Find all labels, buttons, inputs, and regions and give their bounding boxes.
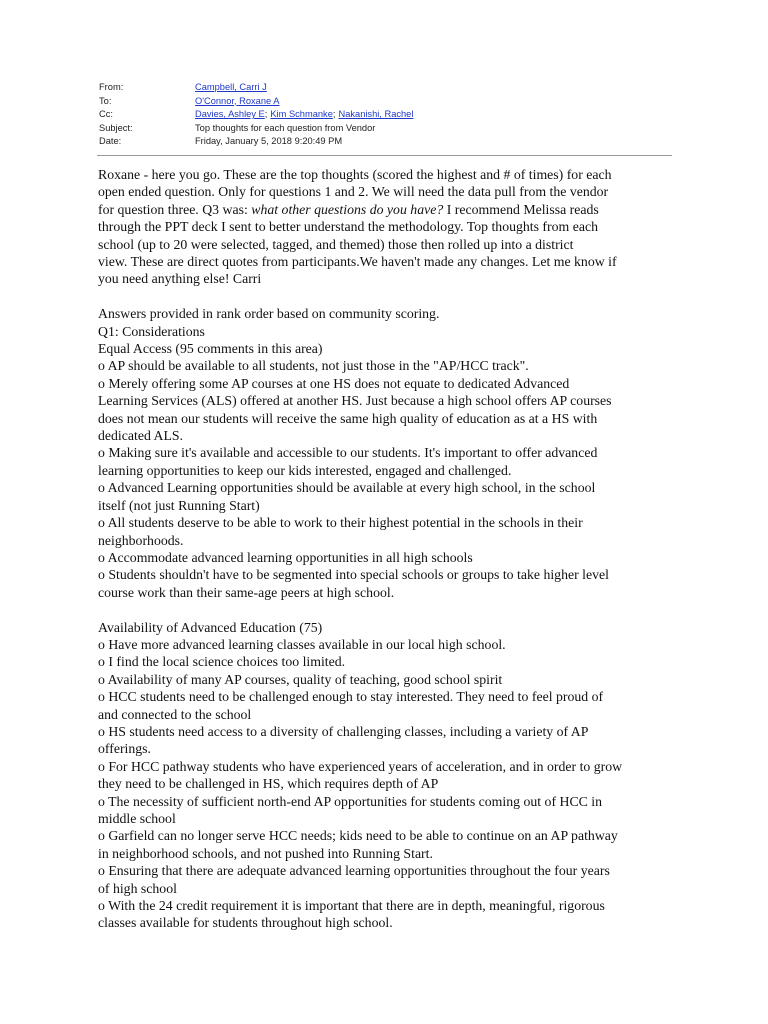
email-body <box>98 166 678 932</box>
body-line: through the PPT deck I sent to better understand the methodology. Top thoughts from each <box>98 219 598 235</box>
date-row <box>99 135 413 149</box>
body-line: neighborhoods. <box>98 532 184 548</box>
section-availability <box>98 619 678 932</box>
cc-label: Cc: <box>99 109 113 120</box>
from-row <box>99 81 413 95</box>
body-line: Roxane - here you go. These are the top thoughts (scored the highest and # of times) for each <box>98 167 612 182</box>
body-line: o Accommodate advanced learning opportunities in all high schools <box>98 549 473 565</box>
body-line: you need anything else! Carri <box>98 271 262 287</box>
cc-separator: ; <box>264 109 268 120</box>
body-line: middle school <box>98 811 176 826</box>
body-line: and connected to the school <box>98 706 252 722</box>
body-line: offerings. <box>98 741 152 757</box>
cc-recipient-link[interactable]: Kim Schmanke <box>270 109 333 120</box>
body-line: o HCC students need to be challenged enough to stay interested. They need to feel proud of <box>98 689 604 705</box>
body-line: o Advanced Learning opportunities should be available at every high school, in the school <box>98 480 596 496</box>
body-line: in neighborhood schools, and not pushed into Running Start. <box>98 845 433 861</box>
cc-recipient-link[interactable]: Nakanishi, Rachel <box>338 109 414 120</box>
body-line: o HS students need access to a diversity of challenging classes, including a variety of AP <box>98 723 589 739</box>
from-label: From: <box>99 82 124 92</box>
intro-paragraph <box>98 166 678 288</box>
body-line: o Availability of many AP courses, quality of teaching, good school spirit <box>98 671 503 687</box>
body-line: learning opportunities to keep our kids interested, engaged and challenged. <box>98 462 512 478</box>
cc-separator: ; <box>332 109 336 120</box>
to-recipient-link[interactable]: O'Connor, Roxane A <box>195 95 280 106</box>
body-line: o Students shouldn't have to be segmented into special schools or groups to take higher level <box>98 567 609 583</box>
date-label: Date: <box>99 136 122 147</box>
email-header <box>99 81 413 149</box>
body-line <box>98 201 678 218</box>
body-line: o With the 24 credit requirement it is important that there are in depth, meaningful, rigorous <box>98 898 605 914</box>
subject-row <box>99 122 413 136</box>
to-row <box>99 95 413 109</box>
body-line: school (up to 20 were selected, tagged, and themed) those then rolled up into a district <box>98 236 574 252</box>
body-line: classes available for students throughout high school. <box>98 915 393 931</box>
body-line: they need to be challenged in HS, which requires depth of AP <box>98 776 439 792</box>
cc-row <box>99 108 413 122</box>
body-line: o The necessity of sufficient north-end AP opportunities for students coming out of HCC in <box>98 793 603 809</box>
body-line: Learning Services (ALS) offered at another HS. Just because a high school offers AP courses <box>98 393 612 409</box>
body-line: of high school <box>98 880 177 896</box>
body-line: open ended question. Only for questions 1 and 2. We will need the data pull from the vendor <box>98 184 609 200</box>
body-line: o For HCC pathway students who have experienced years of acceleration, and in order to grow <box>98 758 623 774</box>
body-line: Q1: Considerations <box>98 323 205 339</box>
body-line: o All students deserve to be able to work to their highest potential in the schools in their <box>98 515 583 531</box>
body-line: view. These are direct quotes from participants.We haven't made any changes. Let me know if <box>98 254 617 270</box>
body-line: o Ensuring that there are adequate advanced learning opportunities throughout the four years <box>98 863 610 879</box>
body-line: Availability of Advanced Education (75) <box>98 619 323 635</box>
paragraph-gap <box>98 601 678 618</box>
body-line: o Have more advanced learning classes available in our local high school. <box>98 636 506 652</box>
to-label: To: <box>99 95 112 106</box>
body-line: does not mean our students will receive the same high quality of education as at a HS with <box>98 410 598 426</box>
paragraph-gap <box>98 288 678 305</box>
body-line: o Garfield can no longer serve HCC needs; kids need to be able to continue on an AP pathway <box>98 828 618 844</box>
body-text: for question three. Q3 was: <box>98 201 252 217</box>
cc-recipient-link[interactable]: Davies, Ashley E <box>195 109 265 120</box>
body-line: o I find the local science choices too limited. <box>98 654 346 670</box>
body-line: Answers provided in rank order based on community scoring. <box>98 306 440 322</box>
body-line: o Merely offering some AP courses at one HS does not equate to dedicated Advanced <box>98 375 570 391</box>
body-line: Equal Access (95 comments in this area) <box>98 341 323 357</box>
from-sender-link[interactable]: Campbell, Carri J <box>195 82 267 92</box>
subject-value: Top thoughts for each question from Vendor <box>195 122 376 133</box>
body-line: dedicated ALS. <box>98 428 184 444</box>
body-line: course work than their same-age peers at high school. <box>98 584 395 600</box>
body-line: itself (not just Running Start) <box>98 497 260 513</box>
section-equal-access <box>98 305 678 601</box>
subject-label: Subject: <box>99 122 133 133</box>
body-line: o Making sure it's available and accessible to our students. It's important to offer advanced <box>98 445 598 461</box>
body-text: I recommend Melissa reads <box>443 201 599 217</box>
date-value: Friday, January 5, 2018 9:20:49 PM <box>195 136 343 147</box>
header-divider <box>97 155 672 156</box>
q3-question-text: what other questions do you have? <box>251 201 444 217</box>
body-line: o AP should be available to all students, not just those in the "AP/HCC track". <box>98 358 529 374</box>
